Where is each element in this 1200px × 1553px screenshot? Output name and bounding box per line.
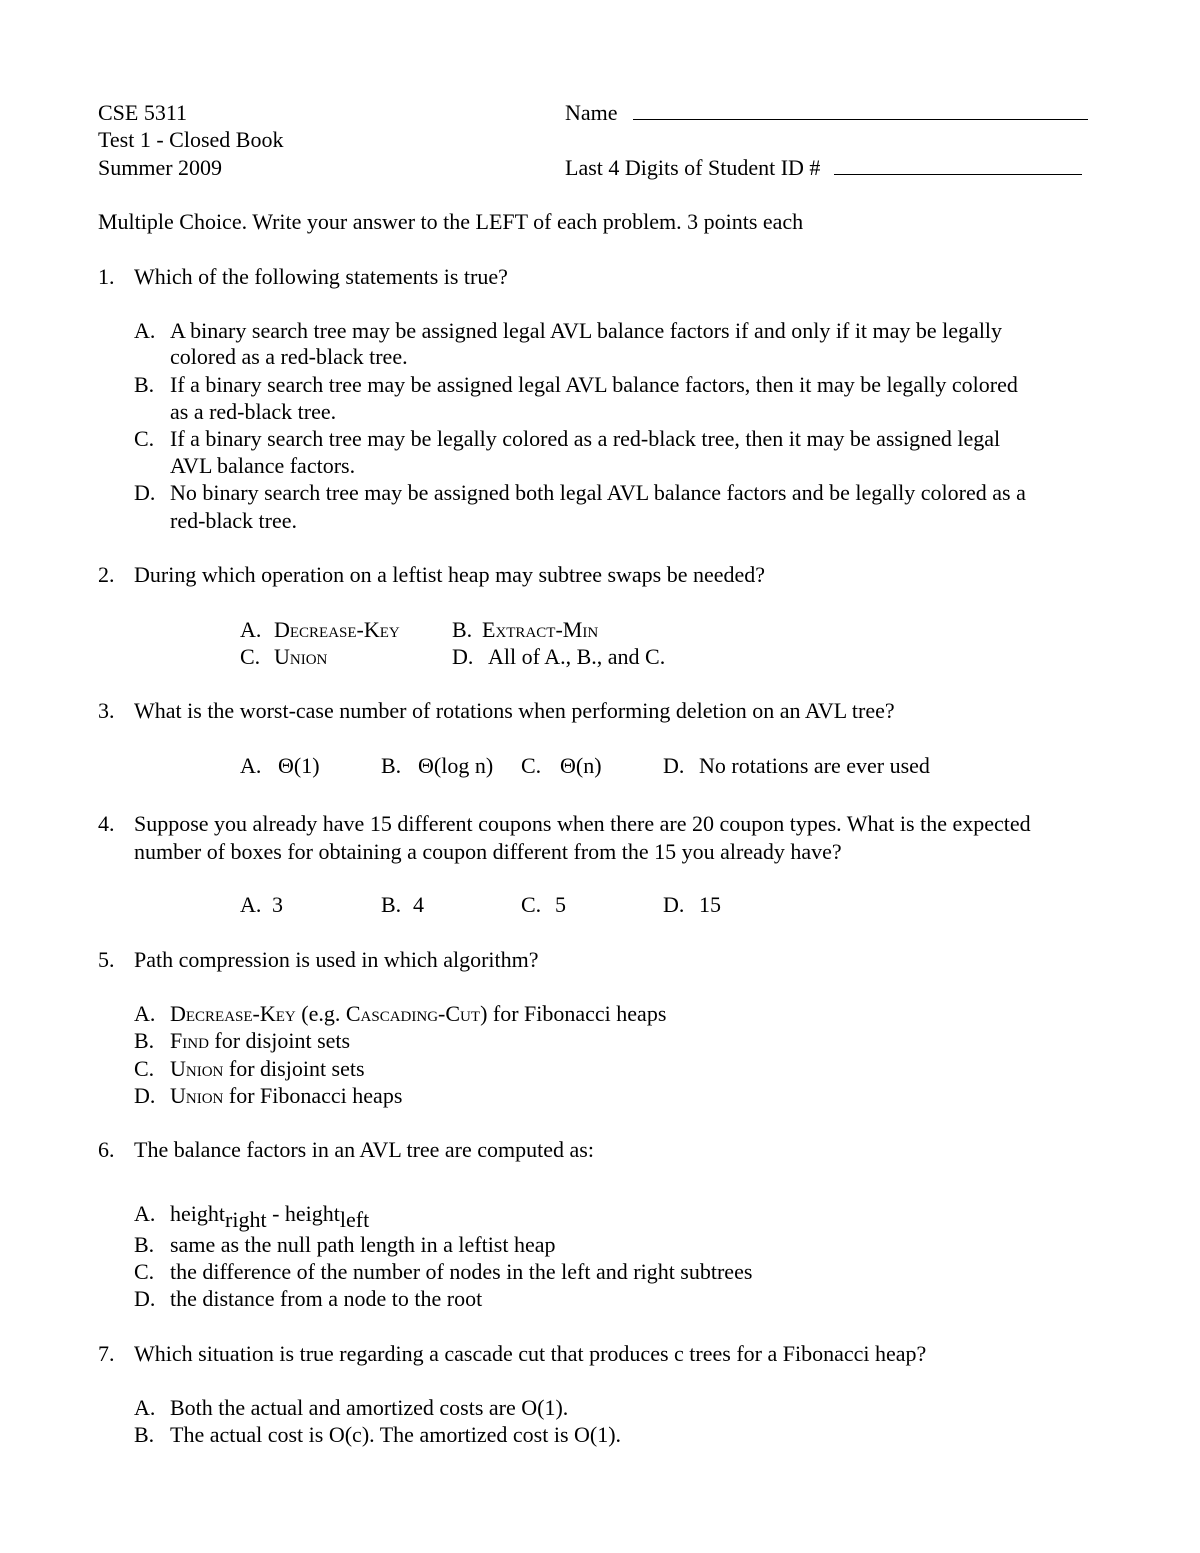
option-text: Union xyxy=(274,644,328,669)
option-letter: D. xyxy=(134,1286,156,1311)
option-text: 4 xyxy=(413,892,424,917)
option-letter: B. xyxy=(381,753,402,778)
instructions: Multiple Choice. Write your answer to the LEFT of each problem. 3 points each xyxy=(98,209,804,234)
option-letter: B. xyxy=(134,1232,155,1257)
option-text-line: If a binary search tree may be assigned legal AVL balance factors, then it may be legally colored xyxy=(170,372,1018,397)
option-letter: B. xyxy=(452,617,473,642)
option-letter: B. xyxy=(134,372,155,397)
student-id-label: Last 4 Digits of Student ID # xyxy=(565,155,821,180)
question-text: Which of the following statements is true? xyxy=(134,264,508,289)
option-text: the distance from a node to the root xyxy=(170,1286,483,1311)
question-text: What is the worst-case number of rotations when performing deletion on an AVL tree? xyxy=(134,698,895,723)
option-text: No rotations are ever used xyxy=(699,753,930,778)
option-text: 15 xyxy=(699,892,721,917)
question-text: Which situation is true regarding a cascade cut that produces c trees for a Fibonacci heap? xyxy=(134,1341,927,1366)
option-text: same as the null path length in a leftist heap xyxy=(170,1232,556,1257)
student-id-row xyxy=(565,154,1082,181)
option-text: Extract-Min xyxy=(482,617,599,642)
option-text-line: A binary search tree may be assigned legal AVL balance factors if and only if it may be legally xyxy=(170,318,1003,343)
option-letter: B. xyxy=(134,1422,155,1447)
option-letter: A. xyxy=(134,318,156,343)
question-text: The balance factors in an AVL tree are computed as: xyxy=(134,1137,594,1162)
option-text: Both the actual and amortized costs are O(1). xyxy=(170,1395,569,1420)
option-text-line: red-black tree. xyxy=(170,508,298,533)
question-text-line: number of boxes for obtaining a coupon different from the 15 you already have? xyxy=(134,839,842,864)
option-text: Decrease-Key (e.g. Cascading-Cut) for Fibonacci heaps xyxy=(170,1001,667,1026)
course-code: CSE 5311 xyxy=(98,100,188,125)
option-letter: D. xyxy=(663,892,685,917)
student-id-blank[interactable] xyxy=(834,156,1082,175)
option-text: Find for disjoint sets xyxy=(170,1028,351,1053)
option-text: Decrease-Key xyxy=(274,617,400,642)
option-letter: A. xyxy=(134,1001,156,1026)
question-text-line: Suppose you already have 15 different coupons when there are 20 coupon types. What is the expected xyxy=(134,811,1031,836)
option-letter: A. xyxy=(134,1395,156,1420)
name-blank[interactable] xyxy=(633,101,1088,120)
question-number: 3. xyxy=(98,698,115,723)
option-text: Θ(1) xyxy=(278,753,320,778)
option-letter: C. xyxy=(134,1056,155,1081)
option-letter: D. xyxy=(134,480,156,505)
option-text-line: No binary search tree may be assigned both legal AVL balance factors and be legally colored as a xyxy=(170,480,1026,505)
option-text-line: colored as a red-black tree. xyxy=(170,344,408,369)
option-text: Θ(n) xyxy=(560,753,602,778)
option-text: height$_{right}$ - height$_{left}$ xyxy=(170,1201,370,1232)
question-number: 4. xyxy=(98,811,115,836)
question-number: 2. xyxy=(98,562,115,587)
question-number: 1. xyxy=(98,264,115,289)
term: Summer 2009 xyxy=(98,155,223,180)
option-letter: C. xyxy=(134,1259,155,1284)
option-text: The actual cost is O(c). The amortized cost is O(1). xyxy=(170,1422,622,1447)
option-text-line: AVL balance factors. xyxy=(170,453,356,478)
question-number: 6. xyxy=(98,1137,115,1162)
option-text: Union for Fibonacci heaps xyxy=(170,1083,403,1108)
option-letter: A. xyxy=(240,892,262,917)
option-letter: A. xyxy=(240,617,262,642)
option-letter: D. xyxy=(134,1083,156,1108)
option-letter: C. xyxy=(521,892,542,917)
option-letter: D. xyxy=(663,753,685,778)
question-text: Path compression is used in which algorithm? xyxy=(134,947,539,972)
option-text: Union for disjoint sets xyxy=(170,1056,365,1081)
question-number: 5. xyxy=(98,947,115,972)
option-text: All of A., B., and C. xyxy=(488,644,666,669)
test-title: Test 1 - Closed Book xyxy=(98,127,284,152)
option-text: the difference of the number of nodes in the left and right subtrees xyxy=(170,1259,753,1284)
option-letter: B. xyxy=(134,1028,155,1053)
option-text: 3 xyxy=(272,892,283,917)
option-letter: D. xyxy=(452,644,474,669)
option-text-line: If a binary search tree may be legally colored as a red-black tree, then it may be assigned legal xyxy=(170,426,1001,451)
option-letter: C. xyxy=(240,644,261,669)
option-letter: C. xyxy=(521,753,542,778)
option-text: 5 xyxy=(555,892,566,917)
question-text: During which operation on a leftist heap may subtree swaps be needed? xyxy=(134,562,766,587)
name-label: Name xyxy=(565,100,618,125)
option-letter: A. xyxy=(240,753,262,778)
question-number: 7. xyxy=(98,1341,115,1366)
option-letter: B. xyxy=(381,892,402,917)
option-text: Θ(log n) xyxy=(418,753,494,778)
option-text-line: as a red-black tree. xyxy=(170,399,337,424)
option-letter: C. xyxy=(134,426,155,451)
option-letter: A. xyxy=(134,1201,156,1226)
name-row xyxy=(565,99,1088,126)
